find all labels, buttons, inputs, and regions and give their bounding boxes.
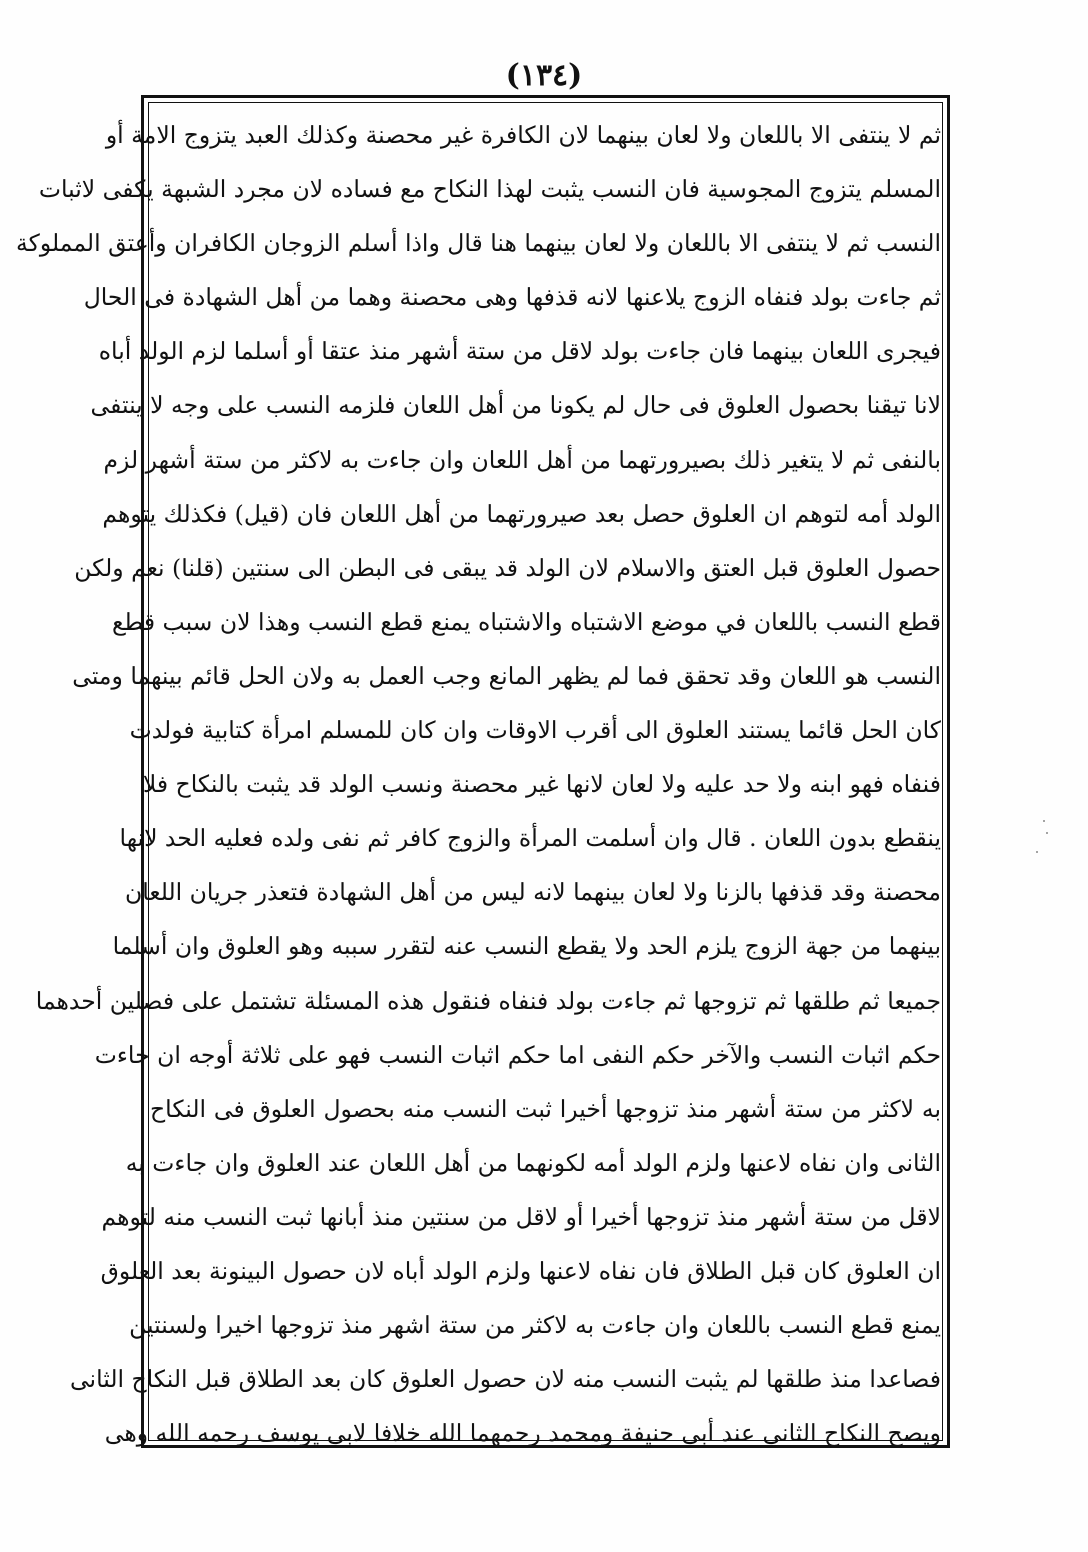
body-text <box>16 108 941 1448</box>
text-line: النسب هو اللعان وقد تحقق فما لم يظهر المانع وجب العمل به ولان الحل قائم بينهما ومتى <box>72 661 941 690</box>
text-line: لانا تيقنا بحصول العلوق فى حال لم يكونا من أهل اللعان فلزمه النسب على وجه لا ينتفى <box>90 391 941 420</box>
text-line: ويصح النكاح الثانى عند أبى حنيفة ومحمد رحمهما الله خلافا لابى يوسف رحمه الله وهى <box>104 1419 941 1448</box>
text-frame <box>16 95 950 1448</box>
text-line: به لاكثر من ستة أشهر منذ تزوجها أخيرا ثبت النسب منه بحصول العلوق فى النكاح <box>150 1094 941 1123</box>
text-line: الولد أمه لتوهم ان العلوق حصل بعد صيرورتهما من أهل اللعان فان (قيل) فكذلك يتوهم <box>102 499 941 528</box>
text-line: حصول العلوق قبل العتق والاسلام لان الولد قد يبقى فى البطن الى سنتين (قلنا) نعم ولكن <box>74 553 941 582</box>
scan-speck <box>1043 820 1045 822</box>
text-line: المسلم يتزوج المجوسية فان النسب يثبت لهذا النكاح مع فساده لان مجرد الشبهة يكفى لاثبات <box>38 175 941 204</box>
text-line: ثم جاءت بولد فنفاه الزوج يلاعنها لانه قذفها وهى محصنة وهما من أهل الشهادة فى الحال <box>83 283 941 312</box>
text-line: جميعا ثم طلقها ثم تزوجها ثم جاءت بولد فنفاه فنقول هذه المسئلة تشتمل على فصلين أحدهما <box>35 986 941 1015</box>
text-line: فيجرى اللعان بينهما فان جاءت بولد لاقل من ستة أشهر منذ عتقا أو أسلما لزم الولد أباه <box>98 337 941 366</box>
text-line: فنفاه فهو ابنه ولا حد عليه ولا لعان لانها غير محصنة ونسب الولد قد يثبت بالنكاح فلا <box>142 770 941 799</box>
text-line: ينقطع بدون اللعان . قال وان أسلمت المرأة والزوج كافر ثم نفى ولده فعليه الحد لانها <box>119 824 941 853</box>
text-line: ان العلوق كان قبل الطلاق فان نفاه لاعنها ولزم الولد أباه لان حصول البينونة بعد العلوق <box>100 1256 941 1285</box>
text-line: يمنع قطع النسب باللعان وان جاءت به لاكثر من ستة اشهر منذ تزوجها اخيرا ولسنتين <box>129 1311 941 1340</box>
text-line: النسب ثم لا ينتفى الا باللعان ولا لعان بينهما هنا قال واذا أسلم الزوجان الكافران وأعتق المملوكة <box>16 229 941 258</box>
text-line: حكم اثبات النسب والآخر حكم النفى اما حكم اثبات النسب فهو على ثلاثة أوجه ان جاءت <box>94 1040 941 1069</box>
scan-speck <box>1046 832 1048 834</box>
text-line: لاقل من ستة أشهر منذ تزوجها أخيرا أو لاقل من سنتين منذ أبانها ثبت النسب منه لتوهم <box>101 1202 941 1231</box>
scan-speck <box>1036 851 1038 853</box>
text-line: كان الحل قائما يستند العلوق الى أقرب الاوقات وان كان للمسلم امرأة كتابية فولدت <box>129 716 941 745</box>
page-number: (١٣٤) <box>505 58 583 93</box>
text-line: الثانى وان نفاه لاعنها ولزم الولد أمه لكونهما من أهل اللعان عند العلوق وان جاءت به <box>125 1148 941 1177</box>
text-line: فصاعدا منذ طلقها لم يثبت النسب منه لان حصول العلوق كان بعد الطلاق قبل النكاح الثانى <box>69 1365 941 1394</box>
text-line: بينهما من جهة الزوج يلزم الحد ولا يقطع النسب عنه لتقرر سببه وهو العلوق وان أسلما <box>112 932 941 961</box>
text-line: قطع النسب باللعان في موضع الاشتباه والاشتباه يمنع قطع النسب وهذا لان سبب قطع <box>112 607 941 636</box>
text-line: بالنفى ثم لا يتغير ذلك بصيرورتهما من أهل اللعان وان جاءت به لاكثر من ستة أشهر لزم <box>103 445 941 474</box>
text-line: ثم لا ينتفى الا باللعان ولا لعان بينهما لان الكافرة غير محصنة وكذلك العبد يتزوج الامة أو <box>105 121 941 149</box>
text-line: محصنة وقد قذفها بالزنا ولا لعان بينهما لانه ليس من أهل الشهادة فتعذر جريان اللعان <box>124 878 941 907</box>
